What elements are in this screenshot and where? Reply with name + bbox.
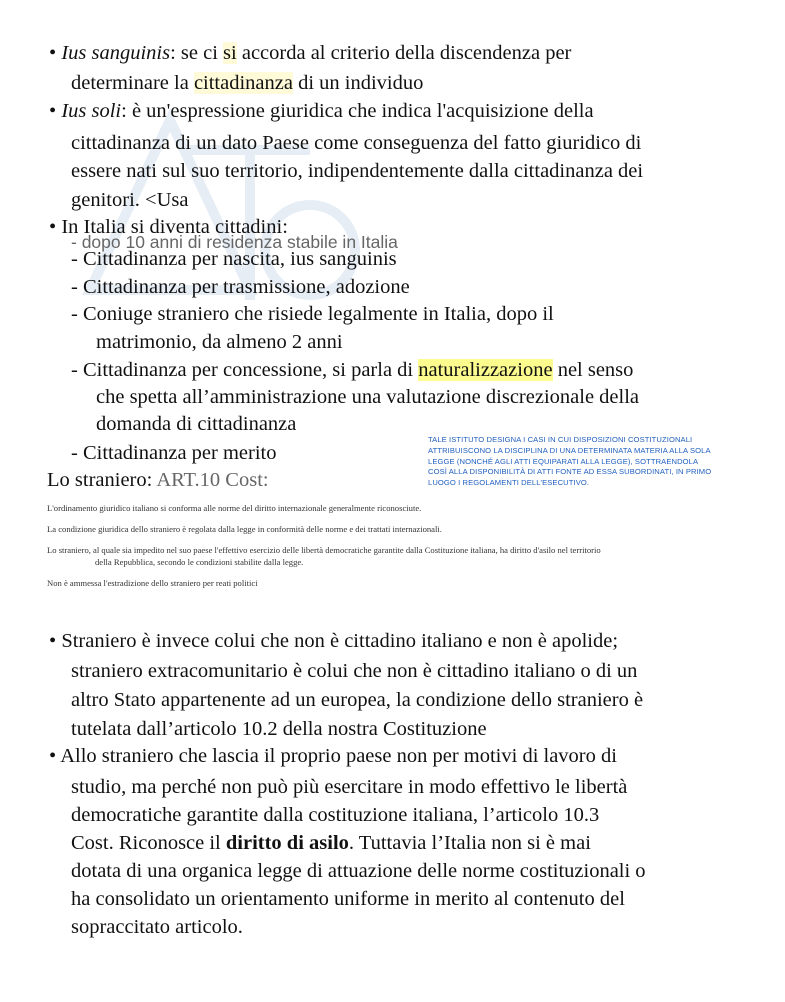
text: determinare la: [71, 72, 194, 94]
heading-text: Lo straniero:: [47, 469, 157, 491]
text: In Italia si diventa cittadini:: [61, 216, 288, 238]
paragraph-line: straniero extracomunitario è colui che non è cittadino italiano o di un: [71, 660, 638, 682]
paragraph-line: dotata di una organica legge di attuazione delle norme costituzionali o: [71, 860, 646, 882]
bullet-straniero: [49, 628, 618, 654]
list-item: - Cittadinanza per trasmissione, adozione: [71, 276, 410, 298]
text: accorda al criterio della discendenza per: [236, 42, 572, 64]
list-item-continuation: che spetta all’amministrazione una valutazione discrezionale della: [96, 386, 640, 408]
list-item: - Cittadinanza per nascita, ius sanguinis: [71, 248, 397, 270]
paragraph-line: [71, 830, 591, 856]
article-paragraph: della Repubblica, secondo le condizioni stabilite dalla legge.: [95, 557, 304, 567]
article-paragraph: Non è ammessa l'estradizione dello straniero per reati politici: [47, 578, 258, 588]
bullet-marker: •: [49, 630, 57, 652]
bullet-marker: •: [49, 745, 57, 767]
paragraph-line: essere nati sul suo territorio, indipendentemente dalla cittadinanza dei: [71, 160, 644, 182]
list-item-continuation: matrimonio, da almeno 2 anni: [96, 331, 343, 353]
text: . Tuttavia l’Italia non si è mai: [348, 832, 591, 854]
highlight-text: cittadinanza: [193, 72, 293, 94]
paragraph-line: ha consolidato un orientamento uniforme in merito al contenuto del: [71, 888, 625, 910]
heading-lo-straniero: [47, 467, 269, 493]
list-item-continuation: domanda di cittadinanza: [96, 413, 297, 435]
list-item: [71, 357, 633, 383]
paragraph-line: cittadinanza di un dato Paese come conseguenza del fatto giuridico di: [71, 132, 642, 154]
highlight-naturalizzazione: naturalizzazione: [418, 359, 553, 381]
highlight-text: si: [223, 42, 237, 64]
paragraph-line: democratiche garantite dalla costituzione italiana, l’articolo 10.3: [71, 804, 600, 826]
paragraph-line: tutelata dall’articolo 10.2 della nostra Costituzione: [71, 718, 487, 740]
paragraph-line: sopraccitato articolo.: [71, 916, 243, 938]
paragraph-line: genitori. <Usa: [71, 189, 189, 211]
article-paragraph: Lo straniero, al quale sia impedito nel suo paese l'effettivo esercizio delle libertà democratiche garantite dalla Costituzione italiana, ha diritto d'asilo nel territorio: [47, 545, 601, 555]
term-ius-soli: Ius soli: [61, 100, 122, 122]
list-item: - Cittadinanza per merito: [71, 442, 277, 464]
art-reference: ART.10 Cost:: [156, 469, 269, 491]
text: Allo straniero che lascia il proprio paese non per motivi di lavoro di: [60, 745, 617, 767]
bullet-asilo: [49, 743, 617, 769]
bullet-marker: •: [49, 42, 57, 64]
overlay-annotation: - dopo 10 anni di residenza stabile in Italia: [71, 232, 398, 252]
text: Straniero è invece colui che non è cittadino italiano e non è apolide;: [61, 630, 619, 652]
bullet-ius-sanguinis: [49, 40, 571, 66]
margin-note: TALE ISTITUTO DESIGNA I CASI IN CUI DISPOSIZIONI COSTITUZIONALI ATTRIBUISCONO LA DISCIPLINA DI UNA DETERMINATA MATERIA ALLA SOLA LEGGE (NONCHÉ AGLI ATTI EQUIPARATI ALLA LEGGE), SOTTRAENDOLA COSÌ ALLA DISPONIBILITÀ DI ATTI FONTE AD ESSA SUBORDINATI, IN PRIMO LUOGO I REGOLAMENTI DELL'ESECUTIVO.: [428, 435, 712, 488]
text: nel senso: [552, 359, 634, 381]
bullet-marker: •: [49, 100, 57, 122]
paragraph-line: altro Stato appartenente ad un europea, la condizione dello straniero è: [71, 689, 644, 711]
list-item: - Coniuge straniero che risiede legalmente in Italia, dopo il: [71, 303, 554, 325]
text: : è un'espressione giuridica che indica l'acquisizione della: [121, 100, 594, 122]
bullet-ius-soli: [49, 98, 594, 124]
text: di un individuo: [292, 72, 424, 94]
article-paragraph: L'ordinamento giuridico italiano si conforma alle norme del diritto internazionale generalmente riconosciute.: [47, 503, 422, 513]
text: - Cittadinanza per concessione, si parla di: [71, 359, 419, 381]
article-paragraph: La condizione giuridica dello straniero è regolata dalla legge in conformità delle norme e dei trattati internazionali.: [47, 524, 442, 534]
bullet-marker: •: [49, 216, 57, 238]
term-ius-sanguinis: Ius sanguinis: [61, 42, 171, 64]
text: : se ci: [170, 42, 224, 64]
text: Cost. Riconosce il: [71, 832, 226, 854]
bold-diritto-di-asilo: diritto di asilo: [225, 832, 349, 854]
paragraph-line: studio, ma perché non può più esercitare in modo effettivo le libertà: [71, 776, 628, 798]
paragraph-line: [71, 70, 423, 96]
